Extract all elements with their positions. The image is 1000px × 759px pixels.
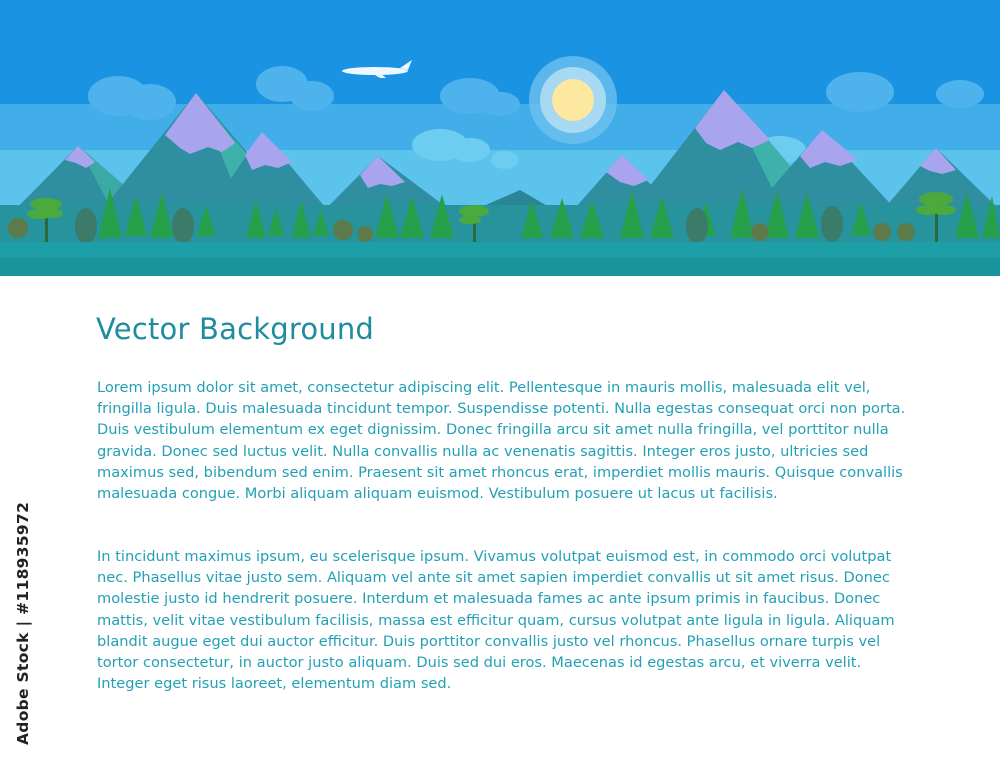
- sun-icon: [529, 56, 617, 144]
- stock-credit: Adobe Stock | #118935972: [14, 501, 32, 745]
- page-title: Vector Background: [96, 312, 375, 346]
- body-paragraph-2: In tincidunt maximus ipsum, eu scelerisque ipsum. Vivamus volutpat euismod est, in commodo orci volutpat nec. Phasellus vitae justo sem. Aliquam vel ante sit amet sapien imperdiet convallis ut sit amet risus. Donec molestie justo id hendrerit posuere. Interdum et malesuada fames ac ante ipsum primis in faucibus. Donec mattis, velit vitae vestibulum facilisis, massa est efficitur quam, cursus volutpat ante ligula in ligula. Aliquam blandit augue eget dui auctor efficitur. Duis porttitor convallis justo vel rhoncus. Phasellus ornare turpis vel tortor consectetur, in auctor justo aliquam. Duis sed dui eros. Maecenas id egestas arcu, et viverra velit. Integer eget risus laoreet, elementum diam sed.: [97, 548, 895, 693]
- body-paragraph-1: Lorem ipsum dolor sit amet, consectetur adipiscing elit. Pellentesque in mauris mollis, malesuada elit vel, fringilla ligula. Duis malesuada tincidunt tempor. Suspendisse potenti. Nulla egestas consequat orci non porta. Duis vestibulum elementum ex eget dignissim. Donec fringilla arcu sit amet nulla fringilla, vel porttitor nulla gravida. Donec sed luctus velit. Nulla convallis nulla ac venenatis sagittis. Integer eros justo, ultricies sed maximus sed, bibendum sed enim. Praesent sit amet rhoncus erat, imperdiet mollis mauris. Quisque convallis malesuada congue. Morbi aliquam aliquam euismod. Vestibulum posuere ut lacus ut facilisis.: [97, 379, 906, 503]
- landscape-banner: [0, 0, 1000, 276]
